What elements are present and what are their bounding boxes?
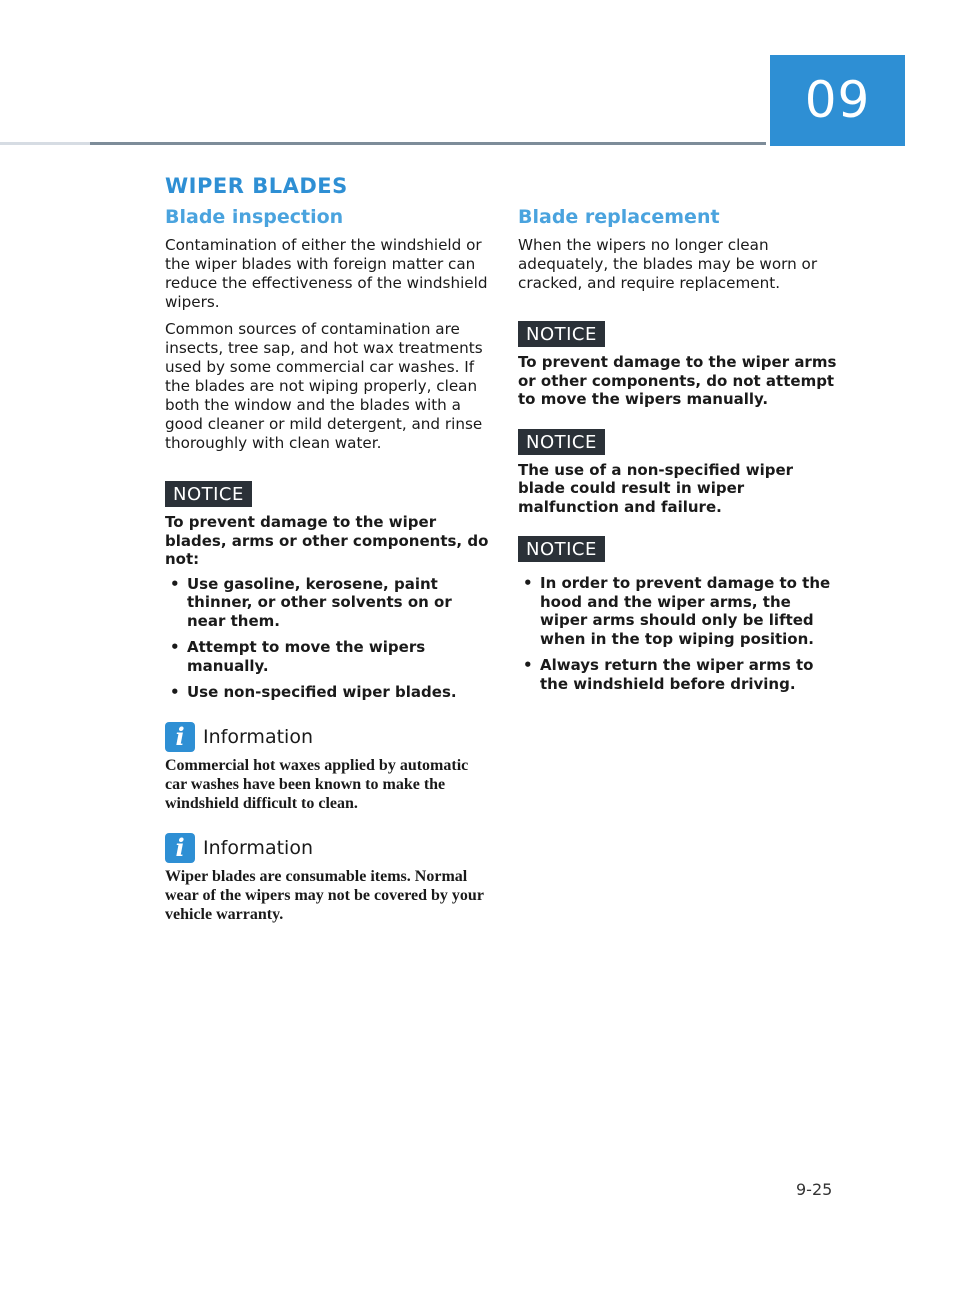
chapter-tab: 09 — [770, 55, 905, 146]
paragraph: Contamination of either the windshield or the wiper blades with foreign matter can reduce the effectiveness of the windshield wipers. — [165, 236, 488, 311]
paragraph: When the wipers no longer clean adequately, the blades may be worn or cracked, and require replacement. — [518, 236, 818, 292]
information-text: Wiper blades are consumable items. Normal wear of the wipers may not be covered by your vehicle warranty. — [165, 867, 484, 923]
page-number: 9-25 — [796, 1180, 833, 1199]
list-item-text: In order to prevent damage to the hood and the wiper arms, the wiper arms should only be lifted when in the top wiping position. — [540, 574, 831, 648]
information-title: Information — [203, 725, 313, 748]
list-item — [165, 575, 490, 631]
notice-text: To prevent damage to the wiper blades, arms or other components, do not: — [165, 513, 489, 568]
list-item-text: Use gasoline, kerosene, paint thinner, or other solvents on or near them. — [187, 574, 452, 630]
section-title: WIPER BLADES — [165, 174, 348, 198]
header-rule — [90, 142, 766, 145]
header-rule-light — [0, 142, 90, 145]
bullet-icon: • — [523, 574, 533, 592]
bullet-icon: • — [170, 574, 180, 593]
blade-replacement-heading: Blade replacement — [518, 206, 720, 228]
information-text: Commercial hot waxes applied by automatic car washes have been known to make the windshield difficult to clean. — [165, 756, 469, 812]
list-item — [518, 656, 843, 693]
notice-block — [518, 409, 843, 517]
list-item-text: Use non-specified wiper blades. — [187, 683, 457, 701]
notice-block — [518, 301, 843, 409]
blade-inspection-heading: Blade inspection — [165, 206, 344, 228]
list-item — [165, 638, 490, 675]
bullet-icon: • — [523, 656, 533, 674]
notice-badge: NOTICE — [518, 321, 605, 347]
information-header — [165, 722, 490, 752]
bullet-icon: • — [170, 638, 180, 656]
list-item-text: Always return the wiper arms to the windshield before driving. — [540, 656, 814, 693]
info-icon: i — [165, 722, 195, 752]
bullet-icon: • — [170, 683, 180, 701]
information-block — [165, 722, 490, 813]
notice-badge: NOTICE — [518, 536, 605, 562]
information-title: Information — [203, 836, 313, 859]
notice-badge: NOTICE — [165, 481, 252, 507]
notice-list — [518, 574, 843, 693]
left-column — [165, 206, 490, 924]
notice-block — [518, 516, 843, 693]
info-icon: i — [165, 833, 195, 863]
notice-text: To prevent damage to the wiper arms or other components, do not attempt to move the wipers manually. — [518, 353, 837, 408]
notice-list — [165, 575, 490, 702]
list-item — [518, 574, 843, 648]
information-block — [165, 833, 490, 924]
list-item — [165, 683, 490, 702]
information-header — [165, 833, 490, 863]
paragraph: Common sources of contamination are insects, tree sap, and hot wax treatments used by some commercial car washes. If the blades are not wiping properly, clean both the window and the blades with a good cleaner or mild detergent, and rinse thoroughly with clean water. — [165, 320, 483, 452]
notice-block — [165, 461, 490, 702]
notice-text: The use of a non-specified wiper blade could result in wiper malfunction and failure. — [518, 460, 794, 516]
list-item-text: Attempt to move the wipers manually. — [187, 638, 426, 675]
notice-badge: NOTICE — [518, 429, 605, 455]
right-column — [518, 206, 843, 701]
